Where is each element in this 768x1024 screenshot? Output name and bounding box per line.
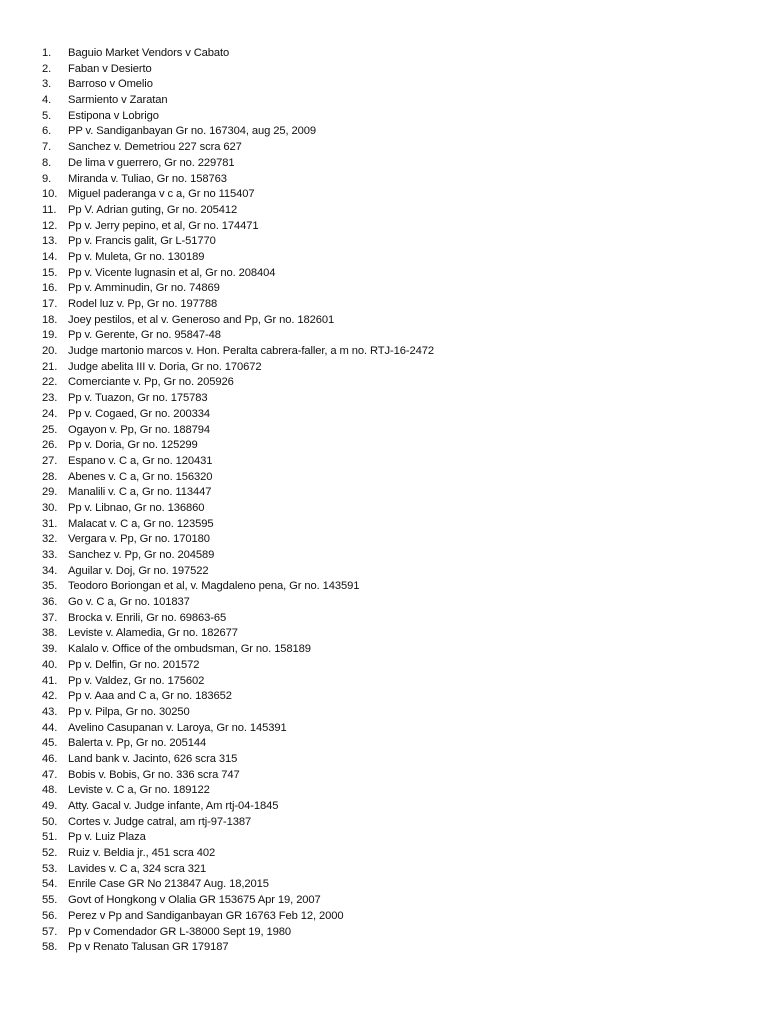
list-item [42,187,434,203]
list-item-number: 56. [42,909,58,922]
list-item-number: 23. [42,392,58,405]
list-item-title: Sarmiento v Zaratan [68,94,168,107]
list-item [42,407,434,423]
list-item-title: Atty. Gacal v. Judge infante, Am rtj-04-1845 [68,800,279,812]
list-item [42,375,434,391]
list-item-number: 28. [42,470,58,483]
list-item-number: 53. [42,862,58,875]
list-item-title: Land bank v. Jacinto, 626 scra 315 [68,752,238,765]
list-item-number: 49. [42,800,58,812]
list-item [42,266,434,282]
list-item-number: 46. [42,752,58,765]
list-item-title: Rodel luz v. Pp, Gr no. 197788 [68,298,218,310]
list-item-title: Lavides v. C a, 324 scra 321 [68,862,207,875]
list-item-number: 31. [42,517,58,530]
list-item-title: Avelino Casupanan v. Laroya, Gr no. 145391 [68,721,287,734]
list-item-title: Aguilar v. Doj, Gr no. 197522 [68,564,209,577]
list-item-number: 32. [42,533,58,546]
list-item-number: 43. [42,705,58,718]
list-item [42,172,434,188]
list-item-number: 37. [42,611,58,624]
list-item-number: 29. [42,486,58,499]
list-item [42,454,434,470]
list-item-number: 10. [42,188,58,201]
list-item-number: 52. [42,847,58,860]
list-item [42,140,434,156]
list-item-title: Pp v. Luiz Plaza [68,831,146,844]
list-item-number: 27. [42,454,58,467]
list-item [42,470,434,486]
list-item [42,438,434,454]
list-item-title: Comerciante v. Pp, Gr no. 205926 [68,376,234,389]
list-item [42,156,434,172]
list-item [42,46,434,62]
list-item [42,124,434,140]
list-item-title: Pp v. Delfin, Gr no. 201572 [68,658,200,671]
list-item-number: 15. [42,266,58,279]
list-item [42,109,434,125]
list-item [42,360,434,376]
list-item [42,501,434,517]
list-item-number: 26. [42,439,58,452]
list-item [42,752,434,768]
list-item-title: Espano v. C a, Gr no. 120431 [68,454,213,467]
list-item [42,548,434,564]
list-item-title: Pp v. Aaa and C a, Gr no. 183652 [68,690,232,703]
list-item-title: Pp v. Cogaed, Gr no. 200334 [68,407,211,420]
list-item [42,658,434,674]
list-item-title: Perez v Pp and Sandiganbayan GR 16763 Feb 12, 2000 [68,909,344,922]
list-item [42,642,434,658]
list-item-number: 38. [42,627,58,640]
list-item-title: Baguio Market Vendors v Cabato [68,47,230,59]
list-item [42,862,434,878]
list-item-title: Miguel paderanga v c a, Gr no 115407 [68,188,255,201]
list-item [42,344,434,360]
list-item-title: Pp v. Gerente, Gr no. 95847-48 [68,329,221,342]
list-item [42,736,434,752]
list-item [42,721,434,737]
list-item-title: Pp v. Doria, Gr no. 125299 [68,439,198,452]
list-item [42,564,434,580]
list-item-title: Leviste v. C a, Gr no. 189122 [68,784,210,797]
list-item-number: 3. [42,78,52,91]
list-item [42,768,434,784]
list-item-number: 47. [42,768,58,781]
list-item-number: 25. [42,423,58,436]
list-item-number: 18. [42,313,58,326]
list-item [42,313,434,329]
list-item [42,579,434,595]
list-item-number: 45. [42,737,58,750]
list-item-title: Judge martonio marcos v. Hon. Peralta cabrera-faller, a m no. RTJ-16-2472 [68,345,434,358]
list-item-title: Teodoro Boriongan et al, v. Magdaleno pena, Gr no. 143591 [68,580,360,593]
case-list [42,46,434,956]
list-item [42,689,434,705]
list-item [42,909,434,925]
list-item-number: 6. [42,125,52,138]
list-item [42,799,434,815]
list-item-number: 4. [42,94,52,107]
list-item-title: Govt of Hongkong v Olalia GR 153675 Apr 19, 2007 [68,894,321,907]
list-item-title: PP v. Sandiganbayan Gr no. 167304, aug 25, 2009 [68,125,317,138]
list-item-title: Pp v. Vicente lugnasin et al, Gr no. 208404 [68,266,276,279]
list-item-title: Pp v. Amminudin, Gr no. 74869 [68,282,220,295]
list-item-number: 44. [42,721,58,734]
list-item-title: Ruiz v. Beldia jr., 451 scra 402 [68,847,216,860]
list-item-title: Pp v. Libnao, Gr no. 136860 [68,501,205,514]
list-item [42,674,434,690]
list-item-number: 50. [42,815,58,828]
list-item [42,62,434,78]
list-item-title: Estipona v Lobrigo [68,109,159,122]
list-item [42,297,434,313]
list-item [42,281,434,297]
list-item-number: 42. [42,690,58,703]
list-item-number: 58. [42,941,58,954]
list-item-number: 13. [42,235,58,248]
list-item-number: 20. [42,345,58,358]
list-item-number: 12. [42,219,58,232]
list-item-title: Sanchez v. Demetriou 227 scra 627 [68,141,242,154]
list-item [42,893,434,909]
list-item [42,423,434,439]
list-item [42,517,434,533]
list-item-title: Miranda v. Tuliao, Gr no. 158763 [68,172,227,185]
list-item [42,783,434,799]
list-item-title: Kalalo v. Office of the ombudsman, Gr no. 158189 [68,643,311,656]
list-item-title: Pp v. Pilpa, Gr no. 30250 [68,705,190,718]
list-item-number: 11. [42,203,57,216]
list-item [42,925,434,941]
list-item-title: Vergara v. Pp, Gr no. 170180 [68,533,210,546]
list-item-title: Barroso v Omelio [68,78,153,91]
list-item [42,234,434,250]
list-item-title: Pp v Comendador GR L-38000 Sept 19, 1980 [68,925,292,938]
list-item-title: Faban v Desierto [68,62,152,75]
list-item-number: 30. [42,501,58,514]
list-item-number: 5. [42,109,52,122]
list-item-title: Pp v. Francis galit, Gr L-51770 [68,235,216,248]
list-item-title: Pp v. Muleta, Gr no. 130189 [68,250,205,263]
list-item [42,219,434,235]
list-item-title: Enrile Case GR No 213847 Aug. 18,2015 [68,878,269,891]
list-item [42,532,434,548]
list-item-number: 21. [42,360,58,373]
list-item-title: Joey pestilos, et al v. Generoso and Pp, Gr no. 182601 [68,313,335,326]
list-item-title: Bobis v. Bobis, Gr no. 336 scra 747 [68,768,240,781]
list-item-number: 41. [42,674,58,687]
list-item-title: Go v. C a, Gr no. 101837 [68,596,190,609]
list-item-number: 36. [42,596,58,609]
list-item-number: 34. [42,564,58,577]
list-item [42,815,434,831]
list-item-title: Malacat v. C a, Gr no. 123595 [68,517,214,530]
list-item-title: Pp v Renato Talusan GR 179187 [68,941,229,954]
list-item-title: Cortes v. Judge catral, am rtj-97-1387 [68,815,252,828]
list-item-title: Manalili v. C a, Gr no. 113447 [68,486,212,499]
list-item-title: Abenes v. C a, Gr no. 156320 [68,470,213,483]
list-item-number: 7. [42,141,52,154]
list-item-title: De lima v guerrero, Gr no. 229781 [68,156,235,169]
list-item [42,93,434,109]
list-item-title: Pp v. Tuazon, Gr no. 175783 [68,392,208,405]
list-item [42,830,434,846]
list-item-number: 33. [42,549,58,561]
list-item [42,595,434,611]
list-item-title: Brocka v. Enrili, Gr no. 69863-65 [68,611,227,624]
list-item [42,846,434,862]
list-item [42,485,434,501]
list-item-number: 51. [42,831,58,844]
list-item-title: Pp v. Jerry pepino, et al, Gr no. 174471 [68,219,259,232]
list-item-number: 35. [42,580,58,593]
list-item-number: 22. [42,376,58,389]
list-item-title: Balerta v. Pp, Gr no. 205144 [68,737,207,750]
list-item-title: Pp v. Valdez, Gr no. 175602 [68,674,205,687]
list-item-number: 54. [42,878,58,891]
list-item [42,611,434,627]
list-item-number: 19. [42,329,58,342]
list-item-number: 24. [42,407,58,420]
list-item-title: Leviste v. Alamedia, Gr no. 182677 [68,627,238,640]
list-item-title: Sanchez v. Pp, Gr no. 204589 [68,549,215,561]
list-item-number: 1. [42,47,52,59]
list-item-title: Pp V. Adrian guting, Gr no. 205412 [68,203,238,216]
list-item [42,77,434,93]
list-item [42,203,434,219]
list-item-number: 2. [42,62,52,75]
list-item-number: 9. [42,172,52,185]
list-item [42,391,434,407]
list-item [42,877,434,893]
list-item [42,626,434,642]
list-item-number: 14. [42,250,58,263]
list-item [42,250,434,266]
list-item-number: 17. [42,298,58,310]
list-item-number: 39. [42,643,58,656]
list-item-number: 55. [42,894,58,907]
list-item-title: Judge abelita III v. Doria, Gr no. 170672 [68,360,262,373]
list-item [42,328,434,344]
list-item [42,940,434,956]
list-item-number: 40. [42,658,58,671]
list-item-number: 57. [42,925,58,938]
list-item-number: 48. [42,784,58,797]
list-item-number: 8. [42,156,52,169]
list-item-number: 16. [42,282,58,295]
list-item [42,705,434,721]
list-item-title: Ogayon v. Pp, Gr no. 188794 [68,423,210,436]
